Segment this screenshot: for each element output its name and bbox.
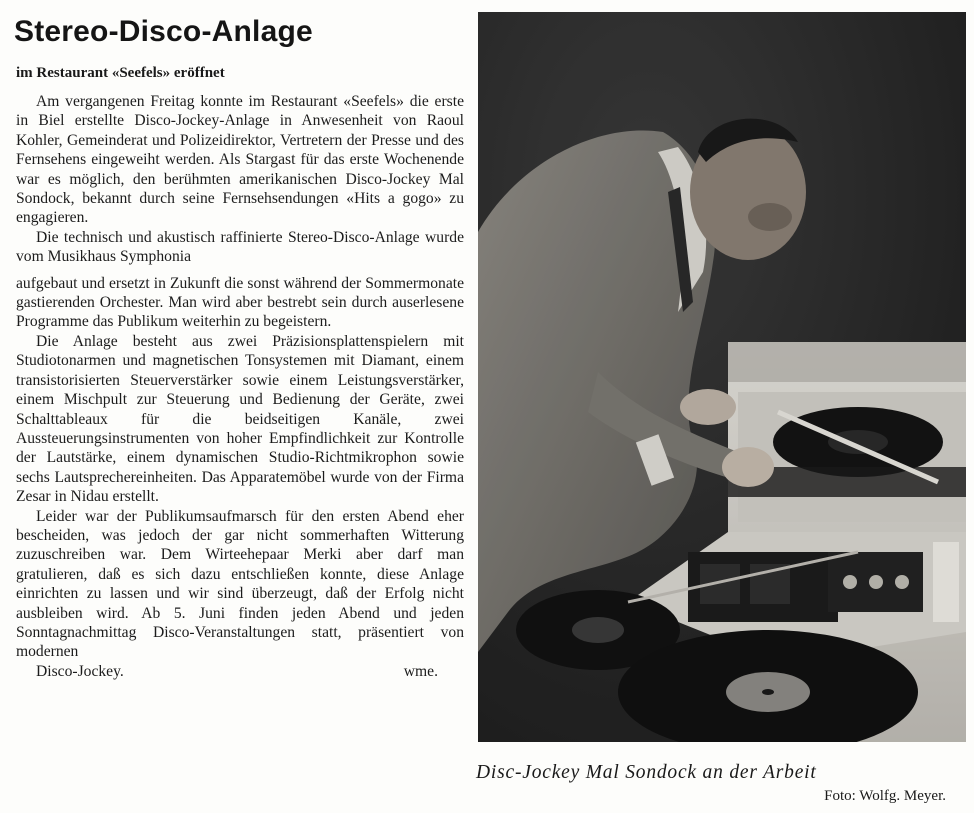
photo-credit: Foto: Wolfg. Meyer.: [824, 788, 946, 804]
article-last-line: Disco-Jockey.: [36, 662, 124, 680]
dj-photo: [478, 12, 966, 742]
article-signature: wme.: [403, 662, 438, 680]
article-paragraph-5: Leider war der Publikumsaufmarsch für den ersten Abend eher bescheiden, was jedoch der gar nicht sommerhaften Witterung zuzuschreiben war. Dem Wirteehepaar Merki aber darf man gratulieren, daß es sich dazu entschließen konnte, diese Anlage einrichten zu lassen und wir sind überzeugt, daß der Erfolg nicht ausbleiben wird. Ab 5. Juni finden jeden Abend und jeden Sonntagnachmittag Disco-Veranstaltungen statt, präsentiert von modernen: [16, 507, 464, 661]
article-body: [14, 92, 464, 681]
column-gap: [16, 267, 464, 274]
article-column: [14, 10, 464, 681]
photo-caption: Disc-Jockey Mal Sondock an der Arbeit: [476, 762, 817, 783]
article-paragraph-3: aufgebaut und ersetzt in Zukunft die sonst während der Sommermonate gastierenden Orchester. Man wird aber bestrebt sein durch auserlesene Programme das Publikum weiterhin zu begeistern.: [16, 274, 464, 331]
article-paragraph-1: Am vergangenen Freitag konnte im Restaurant «Seefels» die erste in Biel erstellte Disco-Jockey-Anlage in Anwesenheit von Raoul Kohler, Gemeinderat und Polizeidirektor, Vertretern der Presse und des Fernsehens eingeweiht werden. Als Stargast für das erste Wochenende war es möglich, den berühmten amerikanischen Disco-Jockey Mal Sondock, bekannt durch seine Fernsehsendungen «Hits a gogo» zu engagieren.: [16, 93, 464, 227]
article-headline: Stereo-Disco-Anlage: [14, 15, 313, 48]
article-paragraph-2: Die technisch und akustisch raffinierte Stereo-Disco-Anlage wurde vom Musikhaus Symphonia: [16, 228, 464, 266]
dj-photo-illustration: [478, 12, 966, 742]
article-subheadline: im Restaurant «Seefels» eröffnet: [16, 65, 225, 81]
article-paragraph-4: Die Anlage besteht aus zwei Präzisionsplattenspielern mit Studiotonarmen und magnetischen Tonsystemen mit Diamant, einem transistorisierten Steuerverstärker sowie einem Leistungsverstärker, einem Mischpult zur Steuerung und Bedienung der Geräte, zwei Schalttableaux für die beidseitigen Kanäle, zwei Aussteuerungsinstrumenten von hoher Empfindlichkeit zur Kontrolle der Lautstärke, einem dynamischen Studio-Richtmikrophon sowie sechs Lautsprechereinheiten. Das Apparatemöbel wurde von der Firma Zesar in Nidau erstellt.: [16, 332, 464, 506]
article-closing-line: [16, 662, 464, 681]
